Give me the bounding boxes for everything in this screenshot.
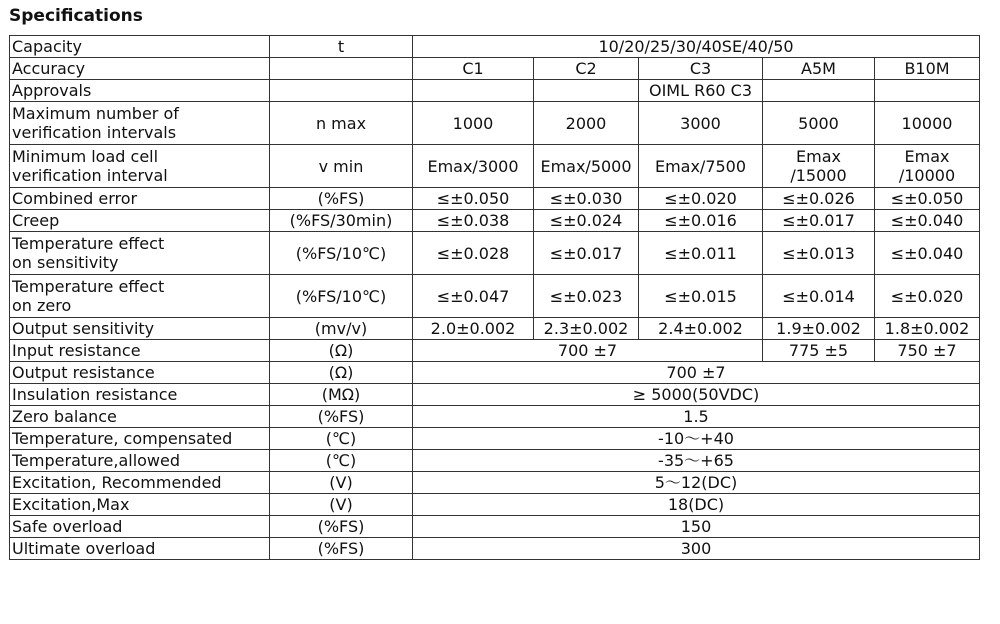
cell-value [763,80,875,102]
table-row [10,384,980,406]
row-label-line: on sensitivity [12,253,119,272]
row-unit: n max [270,102,413,145]
spanned-value: -10～+40 [413,428,980,450]
table-row [10,362,980,384]
row-label: Temperature, compensated [10,428,270,450]
row-label: Zero balance [10,406,270,428]
cell-value: 2.3±0.002 [534,318,639,340]
page-title: Specifications [9,6,143,26]
spanned-value: 10/20/25/30/40SE/40/50 [413,36,980,58]
row-label [10,145,270,188]
row-label: Accuracy [10,58,270,80]
cell-value: 5000 [763,102,875,145]
table-row [10,275,980,318]
row-unit: (%FS) [270,188,413,210]
row-label: Combined error [10,188,270,210]
row-unit [270,80,413,102]
row-label-line: Temperature effect [12,277,165,296]
cell-value: C1 [413,58,534,80]
table-row [10,516,980,538]
cell-value: ≤±0.040 [875,232,980,275]
table-row [10,538,980,560]
spanned-value: 1.5 [413,406,980,428]
table-row [10,210,980,232]
cell-value: 1.8±0.002 [875,318,980,340]
cell-value: 2.4±0.002 [639,318,763,340]
cell-value: ≤±0.020 [875,275,980,318]
cell-value [763,145,875,188]
row-label: Output resistance [10,362,270,384]
table-row [10,406,980,428]
row-unit: (Ω) [270,362,413,384]
row-label [10,275,270,318]
cell-value: 3000 [639,102,763,145]
cell-value-line: Emax [796,147,841,166]
cell-value: ≤±0.017 [534,232,639,275]
table-row [10,188,980,210]
row-unit: (V) [270,472,413,494]
row-label-line: Temperature effect [12,234,165,253]
row-label: Creep [10,210,270,232]
cell-value: C2 [534,58,639,80]
table-row [10,145,980,188]
cell-value: ≤±0.011 [639,232,763,275]
row-unit: (%FS) [270,406,413,428]
specifications-table [9,35,980,560]
row-label: Output sensitivity [10,318,270,340]
spanned-value: 150 [413,516,980,538]
row-label: Approvals [10,80,270,102]
cell-value: ≤±0.026 [763,188,875,210]
row-label: Temperature,allowed [10,450,270,472]
cell-value-line: /10000 [898,166,956,185]
table-row [10,80,980,102]
table-row [10,472,980,494]
cell-value: ≤±0.024 [534,210,639,232]
row-label-line: Minimum load cell [12,147,159,166]
cell-value: 1.9±0.002 [763,318,875,340]
cell-value: Emax/5000 [534,145,639,188]
cell-value [413,80,534,102]
row-unit: (%FS) [270,516,413,538]
cell-value: 2.0±0.002 [413,318,534,340]
cell-value: ≤±0.020 [639,188,763,210]
cell-value: Emax/7500 [639,145,763,188]
cell-value: 2000 [534,102,639,145]
row-unit: (mv/v) [270,318,413,340]
cell-value: ≤±0.030 [534,188,639,210]
row-label: Insulation resistance [10,384,270,406]
row-unit [270,58,413,80]
row-label: Ultimate overload [10,538,270,560]
table-row [10,232,980,275]
table-row [10,36,980,58]
cell-value: A5M [763,58,875,80]
spanned-value: ≥ 5000(50VDC) [413,384,980,406]
row-unit: (MΩ) [270,384,413,406]
spanned-value: 700 ±7 [413,340,763,362]
table-row [10,428,980,450]
row-unit: t [270,36,413,58]
cell-value: C3 [639,58,763,80]
cell-value [875,80,980,102]
row-label: Excitation, Recommended [10,472,270,494]
row-unit: (℃) [270,428,413,450]
row-unit: (%FS/10℃) [270,275,413,318]
row-unit: (Ω) [270,340,413,362]
cell-value: ≤±0.015 [639,275,763,318]
row-unit: (%FS/10℃) [270,232,413,275]
row-label: Excitation,Max [10,494,270,516]
cell-value: 775 ±5 [763,340,875,362]
table-row [10,340,980,362]
cell-value: ≤±0.040 [875,210,980,232]
cell-value: ≤±0.023 [534,275,639,318]
table-row [10,318,980,340]
cell-value: 10000 [875,102,980,145]
table-row [10,58,980,80]
cell-value: Emax/3000 [413,145,534,188]
spanned-value: 5～12(DC) [413,472,980,494]
cell-value: ≤±0.047 [413,275,534,318]
row-label: Capacity [10,36,270,58]
cell-value: ≤±0.050 [875,188,980,210]
row-label [10,232,270,275]
row-label-line: verification intervals [12,123,177,142]
row-label: Input resistance [10,340,270,362]
row-unit: (%FS) [270,538,413,560]
row-unit: (%FS/30min) [270,210,413,232]
cell-value [875,145,980,188]
row-label-line: on zero [12,296,72,315]
row-label-line: Maximum number of [12,104,179,123]
cell-value: ≤±0.028 [413,232,534,275]
spanned-value: 700 ±7 [413,362,980,384]
cell-value: ≤±0.050 [413,188,534,210]
cell-value: ≤±0.013 [763,232,875,275]
spanned-value: -35～+65 [413,450,980,472]
table-row [10,102,980,145]
row-label-line: verification interval [12,166,168,185]
spanned-value: 18(DC) [413,494,980,516]
cell-value-line: /15000 [790,166,847,185]
cell-value: B10M [875,58,980,80]
spanned-value: 300 [413,538,980,560]
cell-value: 750 ±7 [875,340,980,362]
row-label [10,102,270,145]
cell-value: ≤±0.014 [763,275,875,318]
row-unit: (V) [270,494,413,516]
cell-value: 1000 [413,102,534,145]
cell-value: OIML R60 C3 [639,80,763,102]
cell-value: ≤±0.017 [763,210,875,232]
row-label: Safe overload [10,516,270,538]
table-row [10,450,980,472]
cell-value [534,80,639,102]
row-unit: (℃) [270,450,413,472]
cell-value: ≤±0.016 [639,210,763,232]
row-unit: v min [270,145,413,188]
cell-value: ≤±0.038 [413,210,534,232]
cell-value-line: Emax [904,147,950,166]
table-row [10,494,980,516]
